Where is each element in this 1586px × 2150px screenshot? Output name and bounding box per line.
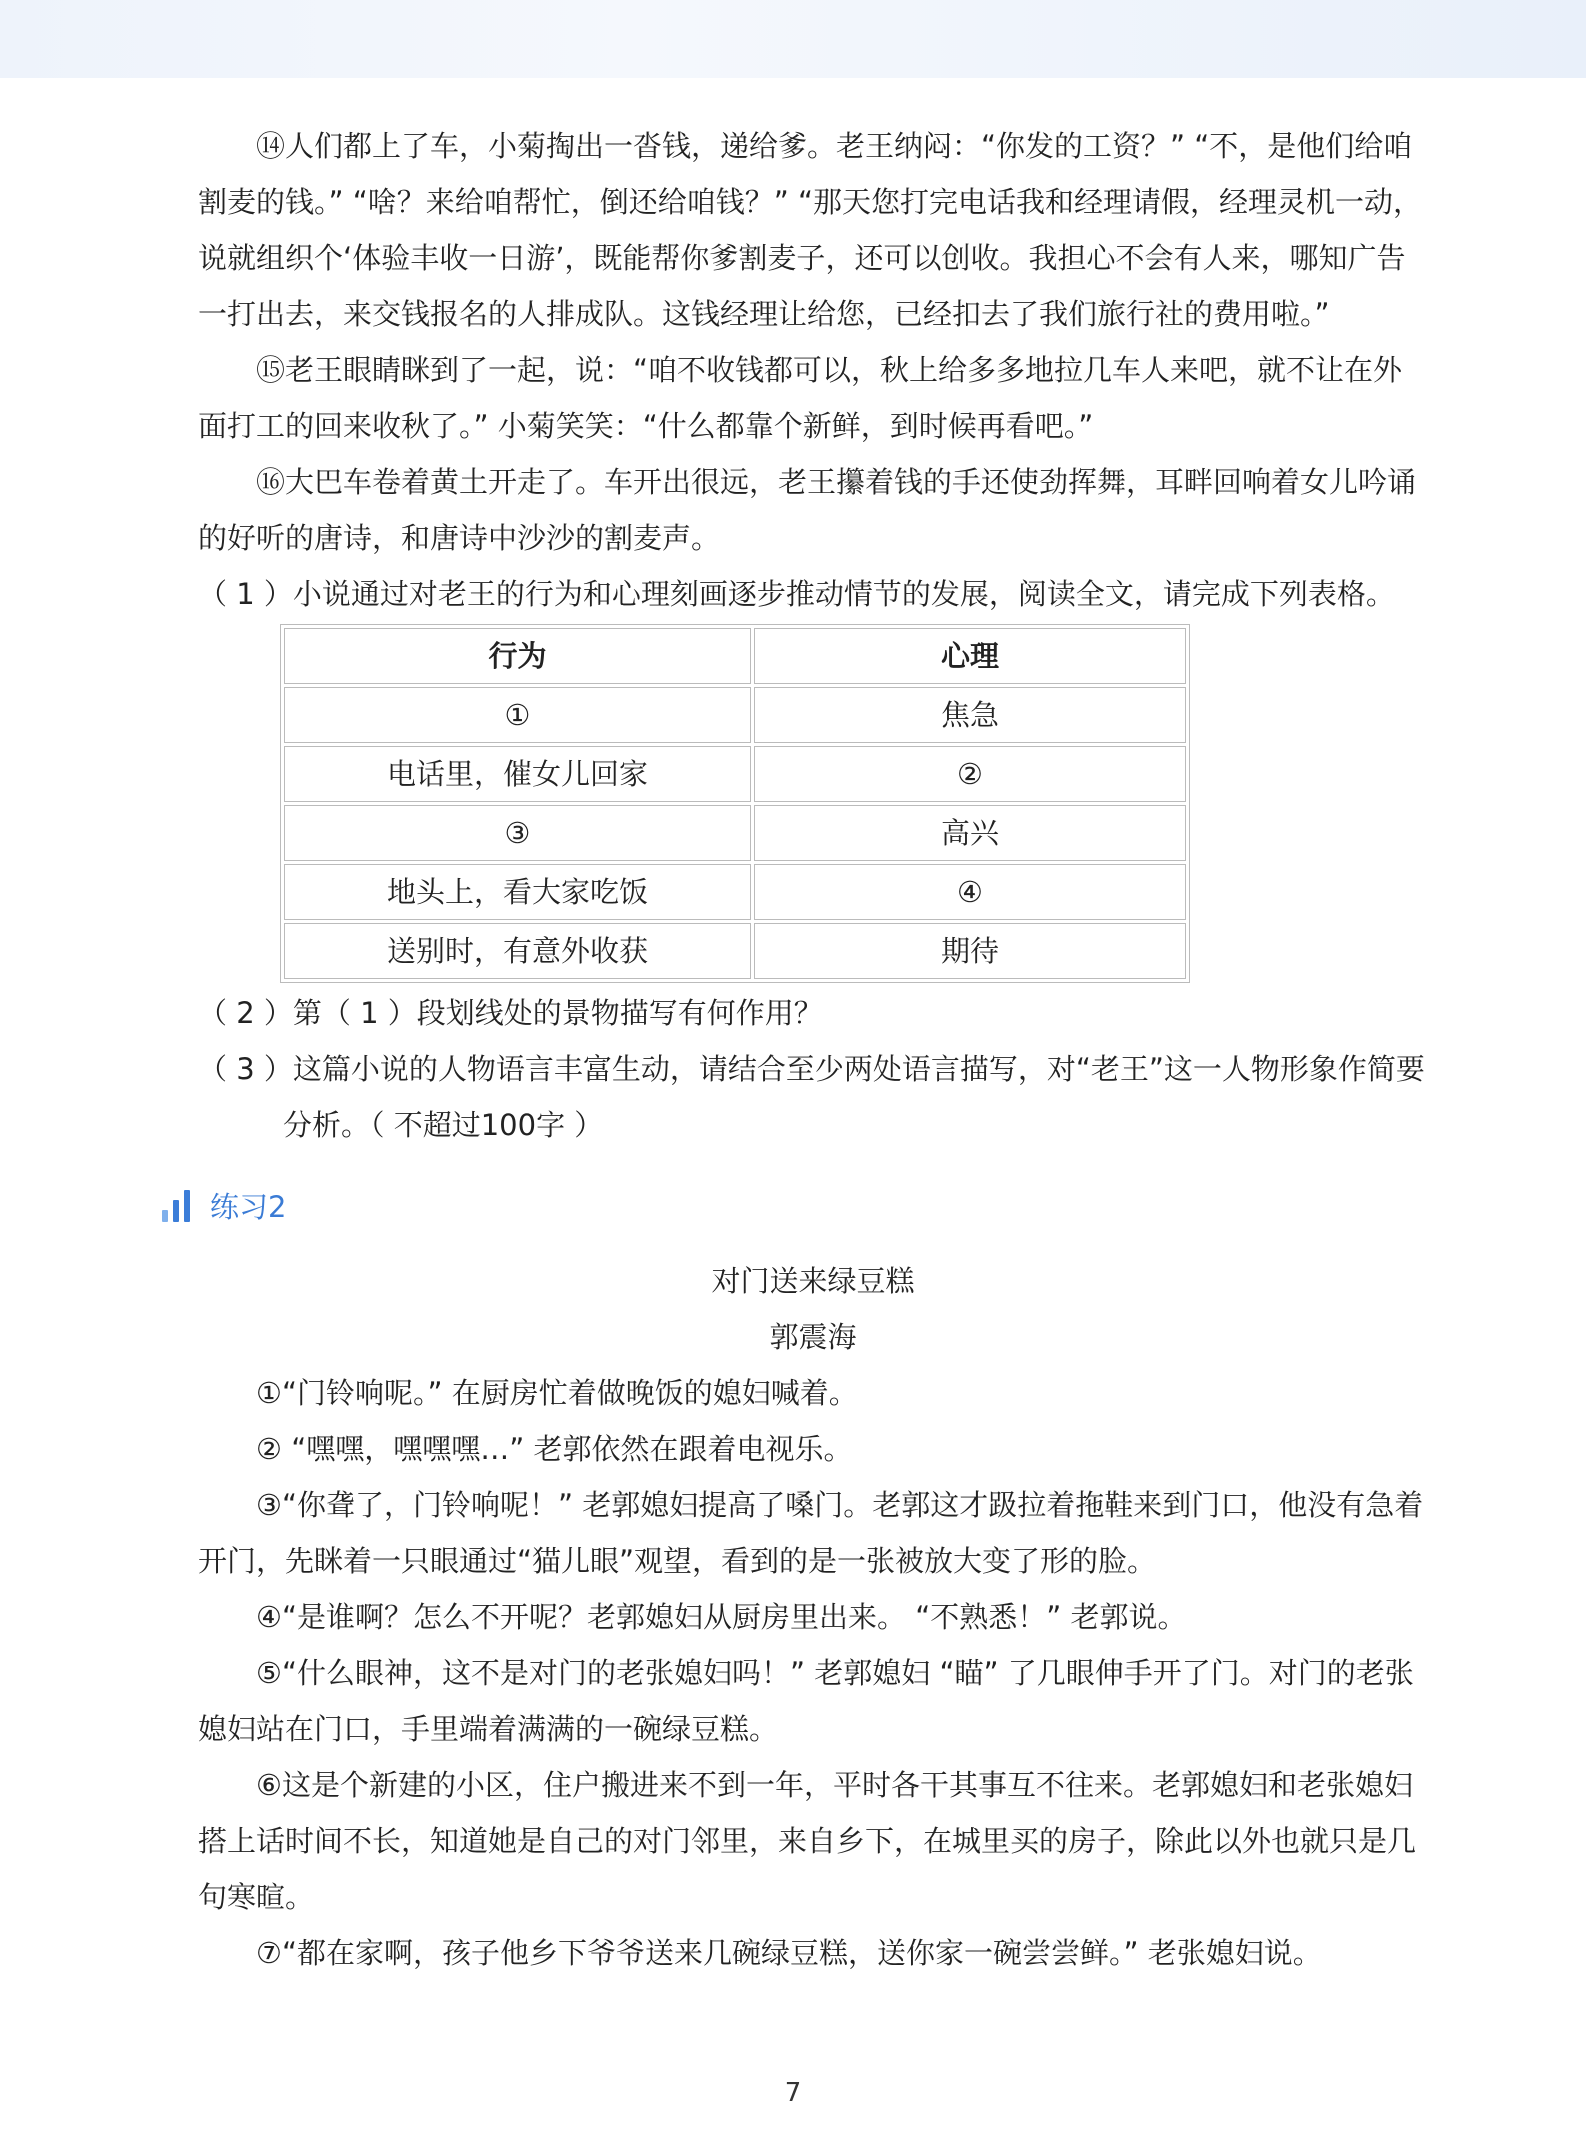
article-paragraph-7: ⑦“都在家啊，孩子他乡下爷爷送来几碗绿豆糕，送你家一碗尝尝鲜。” 老张媳妇说。 [256,1936,1322,1970]
signal-bars-icon [162,1188,190,1222]
article-paragraph-1: ①“门铃响呢。” 在厨房忙着做晚饭的媳妇喊着。 [256,1376,858,1410]
table-cell: ② [754,746,1186,802]
question-2: （ 2 ）第（ 1 ）段划线处的景物描写有何作用？ [198,996,823,1030]
question-1: （ 1 ）小说通过对老王的行为和心理刻画逐步推动情节的发展，阅读全文，请完成下列表格。 [198,577,1395,611]
table-cell: 送别时，有意外收获 [284,923,751,979]
passage-paragraph-15: ⑮老王眼睛眯到了一起，说：“咱不收钱都可以，秋上给多多地拉几车人来吧，就不让在外面打工的回来收秋了。” 小菊笑笑：“什么都靠个新鲜，到时候再看吧。” [198,353,1403,443]
table-cell: 电话里，催女儿回家 [284,746,751,802]
table-cell: ① [284,687,751,743]
section-title: 练习2 [210,1189,287,1224]
table-row [284,687,1186,743]
page-number: 7 [784,2078,802,2108]
behavior-psychology-table [280,624,1190,983]
table-cell: 焦急 [754,687,1186,743]
table-cell: 地头上，看大家吃饭 [284,864,751,920]
table-row [284,746,1186,802]
table-header-psychology: 心理 [754,628,1186,684]
passage-paragraph-16: ⑯大巴车卷着黄土开走了。车开出很远，老王攥着钱的手还使劲挥舞，耳畔回响着女儿吟诵的好听的唐诗，和唐诗中沙沙的割麦声。 [198,465,1417,555]
article-paragraph-4: ④“是谁啊？怎么不开呢？老郭媳妇从厨房里出来。 “不熟悉！” 老郭说。 [256,1600,1187,1634]
passage-section [198,118,1428,1153]
table-row [284,805,1186,861]
section-heading [162,1180,286,1230]
article-paragraph-5: ⑤“什么眼神，这不是对门的老张媳妇吗！” 老郭媳妇 “瞄” 了几眼伸手开了门。对门的老张媳妇站在门口，手里端着满满的一碗绿豆糕。 [198,1656,1414,1746]
article-author: 郭震海 [769,1320,857,1354]
table-cell: 高兴 [754,805,1186,861]
table-header-behavior: 行为 [284,628,751,684]
table-cell: 期待 [754,923,1186,979]
question-3: （ 3 ）这篇小说的人物语言丰富生动，请结合至少两处语言描写，对“老王”这一人物形象作简要分析。（ 不超过100字 ） [198,1052,1425,1142]
table-row [284,864,1186,920]
table-row [284,923,1186,979]
table-header-row [284,628,1186,684]
article-section [198,1253,1428,1981]
passage-paragraph-14: ⑭人们都上了车，小菊掏出一沓钱，递给爹。老王纳闷：“你发的工资？” “不，是他们给咱割麦的钱。” “啥？来给咱帮忙，倒还给咱钱？” “那天您打完电话我和经理请假，经理灵机一动，说就组织个‘体验丰收一日游’，既能帮你爹割麦子，还可以创收。我担心不会有人来，哪知广告一打出去，来交钱报名的人排成队。这钱经理让给您，已经扣去了我们旅行社的费用啦。” [198,129,1423,331]
article-paragraph-3: ③“你聋了，门铃响呢！” 老郭媳妇提高了嗓门。老郭这才趿拉着拖鞋来到门口，他没有急着开门，先眯着一只眼通过“猫儿眼”观望，看到的是一张被放大变了形的脸。 [198,1488,1424,1578]
table-cell: ③ [284,805,751,861]
article-paragraph-2: ② “嘿嘿，嘿嘿嘿…” 老郭依然在跟着电视乐。 [256,1432,853,1466]
article-title: 对门送来绿豆糕 [711,1264,915,1298]
table-cell: ④ [754,864,1186,920]
header-band [0,0,1586,78]
article-paragraph-6: ⑥这是个新建的小区，住户搬进来不到一年，平时各干其事互不往来。老郭媳妇和老张媳妇搭上话时间不长，知道她是自己的对门邻里，来自乡下，在城里买的房子，除此以外也就只是几句寒暄。 [198,1768,1417,1914]
